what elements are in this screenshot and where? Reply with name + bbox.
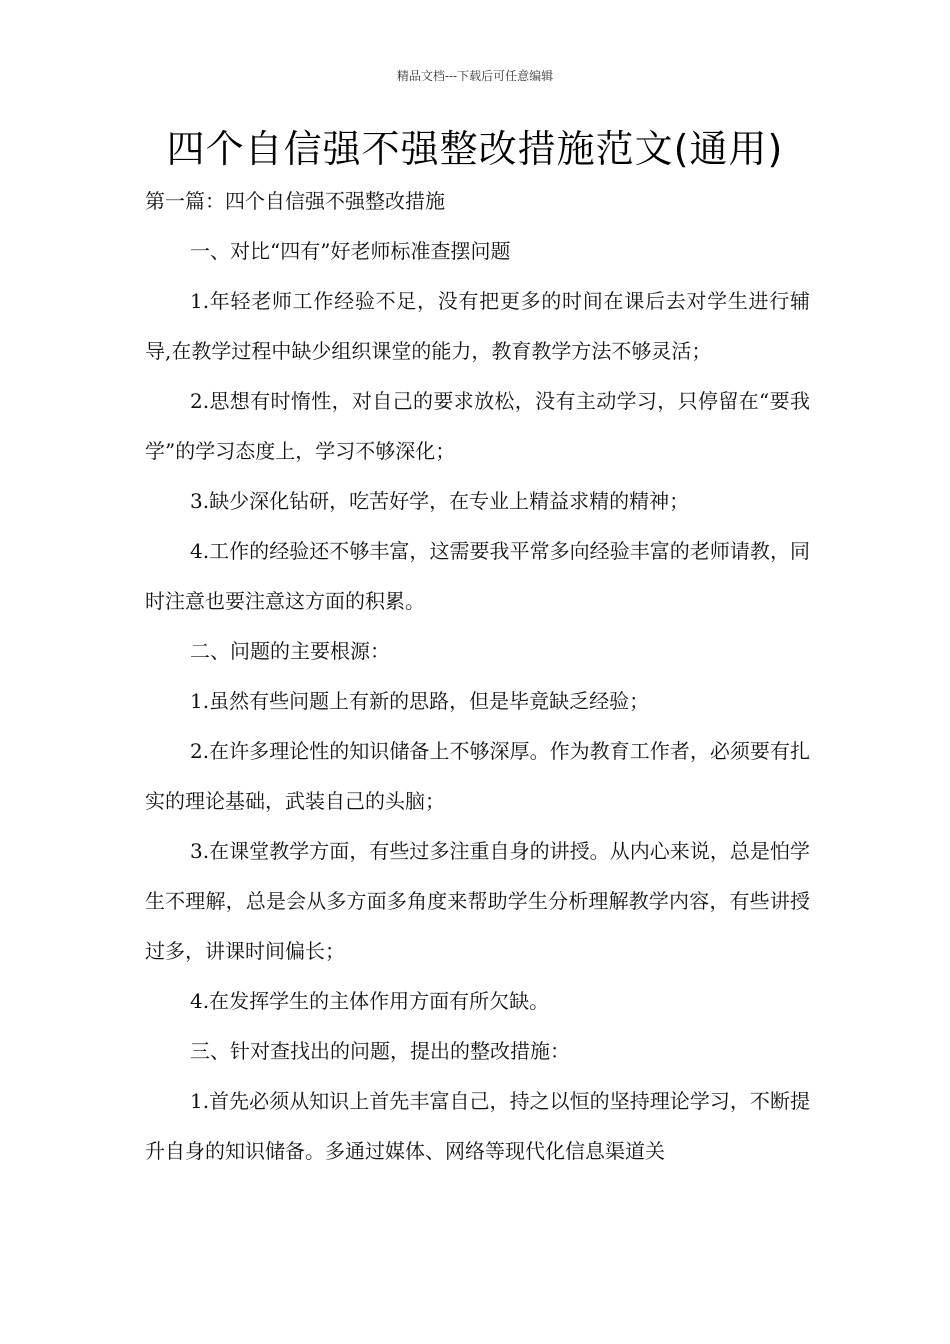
subsection-heading: 三、针对查找出的问题，提出的整改措施： bbox=[190, 1039, 570, 1063]
subsection-heading: 二、问题的主要根源： bbox=[190, 639, 390, 663]
document-body bbox=[145, 176, 810, 1176]
page-header: 精品文档---下载后可任意编辑 bbox=[396, 69, 554, 83]
subsection-heading: 一、对比“四有”好老师标准查摆问题 bbox=[190, 239, 511, 263]
paragraph: 2.在许多理论性的知识储备上不够深厚。作为教育工作者，必须要有扎实的理论基础，武装自己的头脑； bbox=[145, 739, 810, 813]
paragraph: 4.工作的经验还不够丰富，这需要我平常多向经验丰富的老师请教，同时注意也要注意这方面的积累。 bbox=[145, 539, 810, 613]
paragraph: 3.缺少深化钻研，吃苦好学，在专业上精益求精的精神； bbox=[190, 489, 690, 513]
section-heading: 第一篇：四个自信强不强整改措施 bbox=[145, 189, 445, 213]
paragraph: 1.年轻老师工作经验不足，没有把更多的时间在课后去对学生进行辅导,在教学过程中缺少组织课堂的能力，教育教学方法不够灵活； bbox=[145, 289, 810, 363]
document-title: 四个自信强不强整改措施范文(通用) bbox=[166, 127, 784, 171]
paragraph: 2.思想有时惰性，对自己的要求放松，没有主动学习，只停留在“要我学”的学习态度上，学习不够深化； bbox=[145, 389, 810, 463]
paragraph: 1.虽然有些问题上有新的思路，但是毕竟缺乏经验； bbox=[190, 689, 650, 713]
paragraph: 4.在发挥学生的主体作用方面有所欠缺。 bbox=[190, 989, 550, 1013]
paragraph: 3.在课堂教学方面，有些过多注重自身的讲授。从内心来说，总是怕学生不理解，总是会从多方面多角度来帮助学生分析理解教学内容，有些讲授过多，讲课时间偏长； bbox=[145, 839, 810, 963]
paragraph: 1.首先必须从知识上首先丰富自己，持之以恒的坚持理论学习，不断提升自身的知识储备。多通过媒体、网络等现代化信息渠道关 bbox=[145, 1089, 810, 1163]
